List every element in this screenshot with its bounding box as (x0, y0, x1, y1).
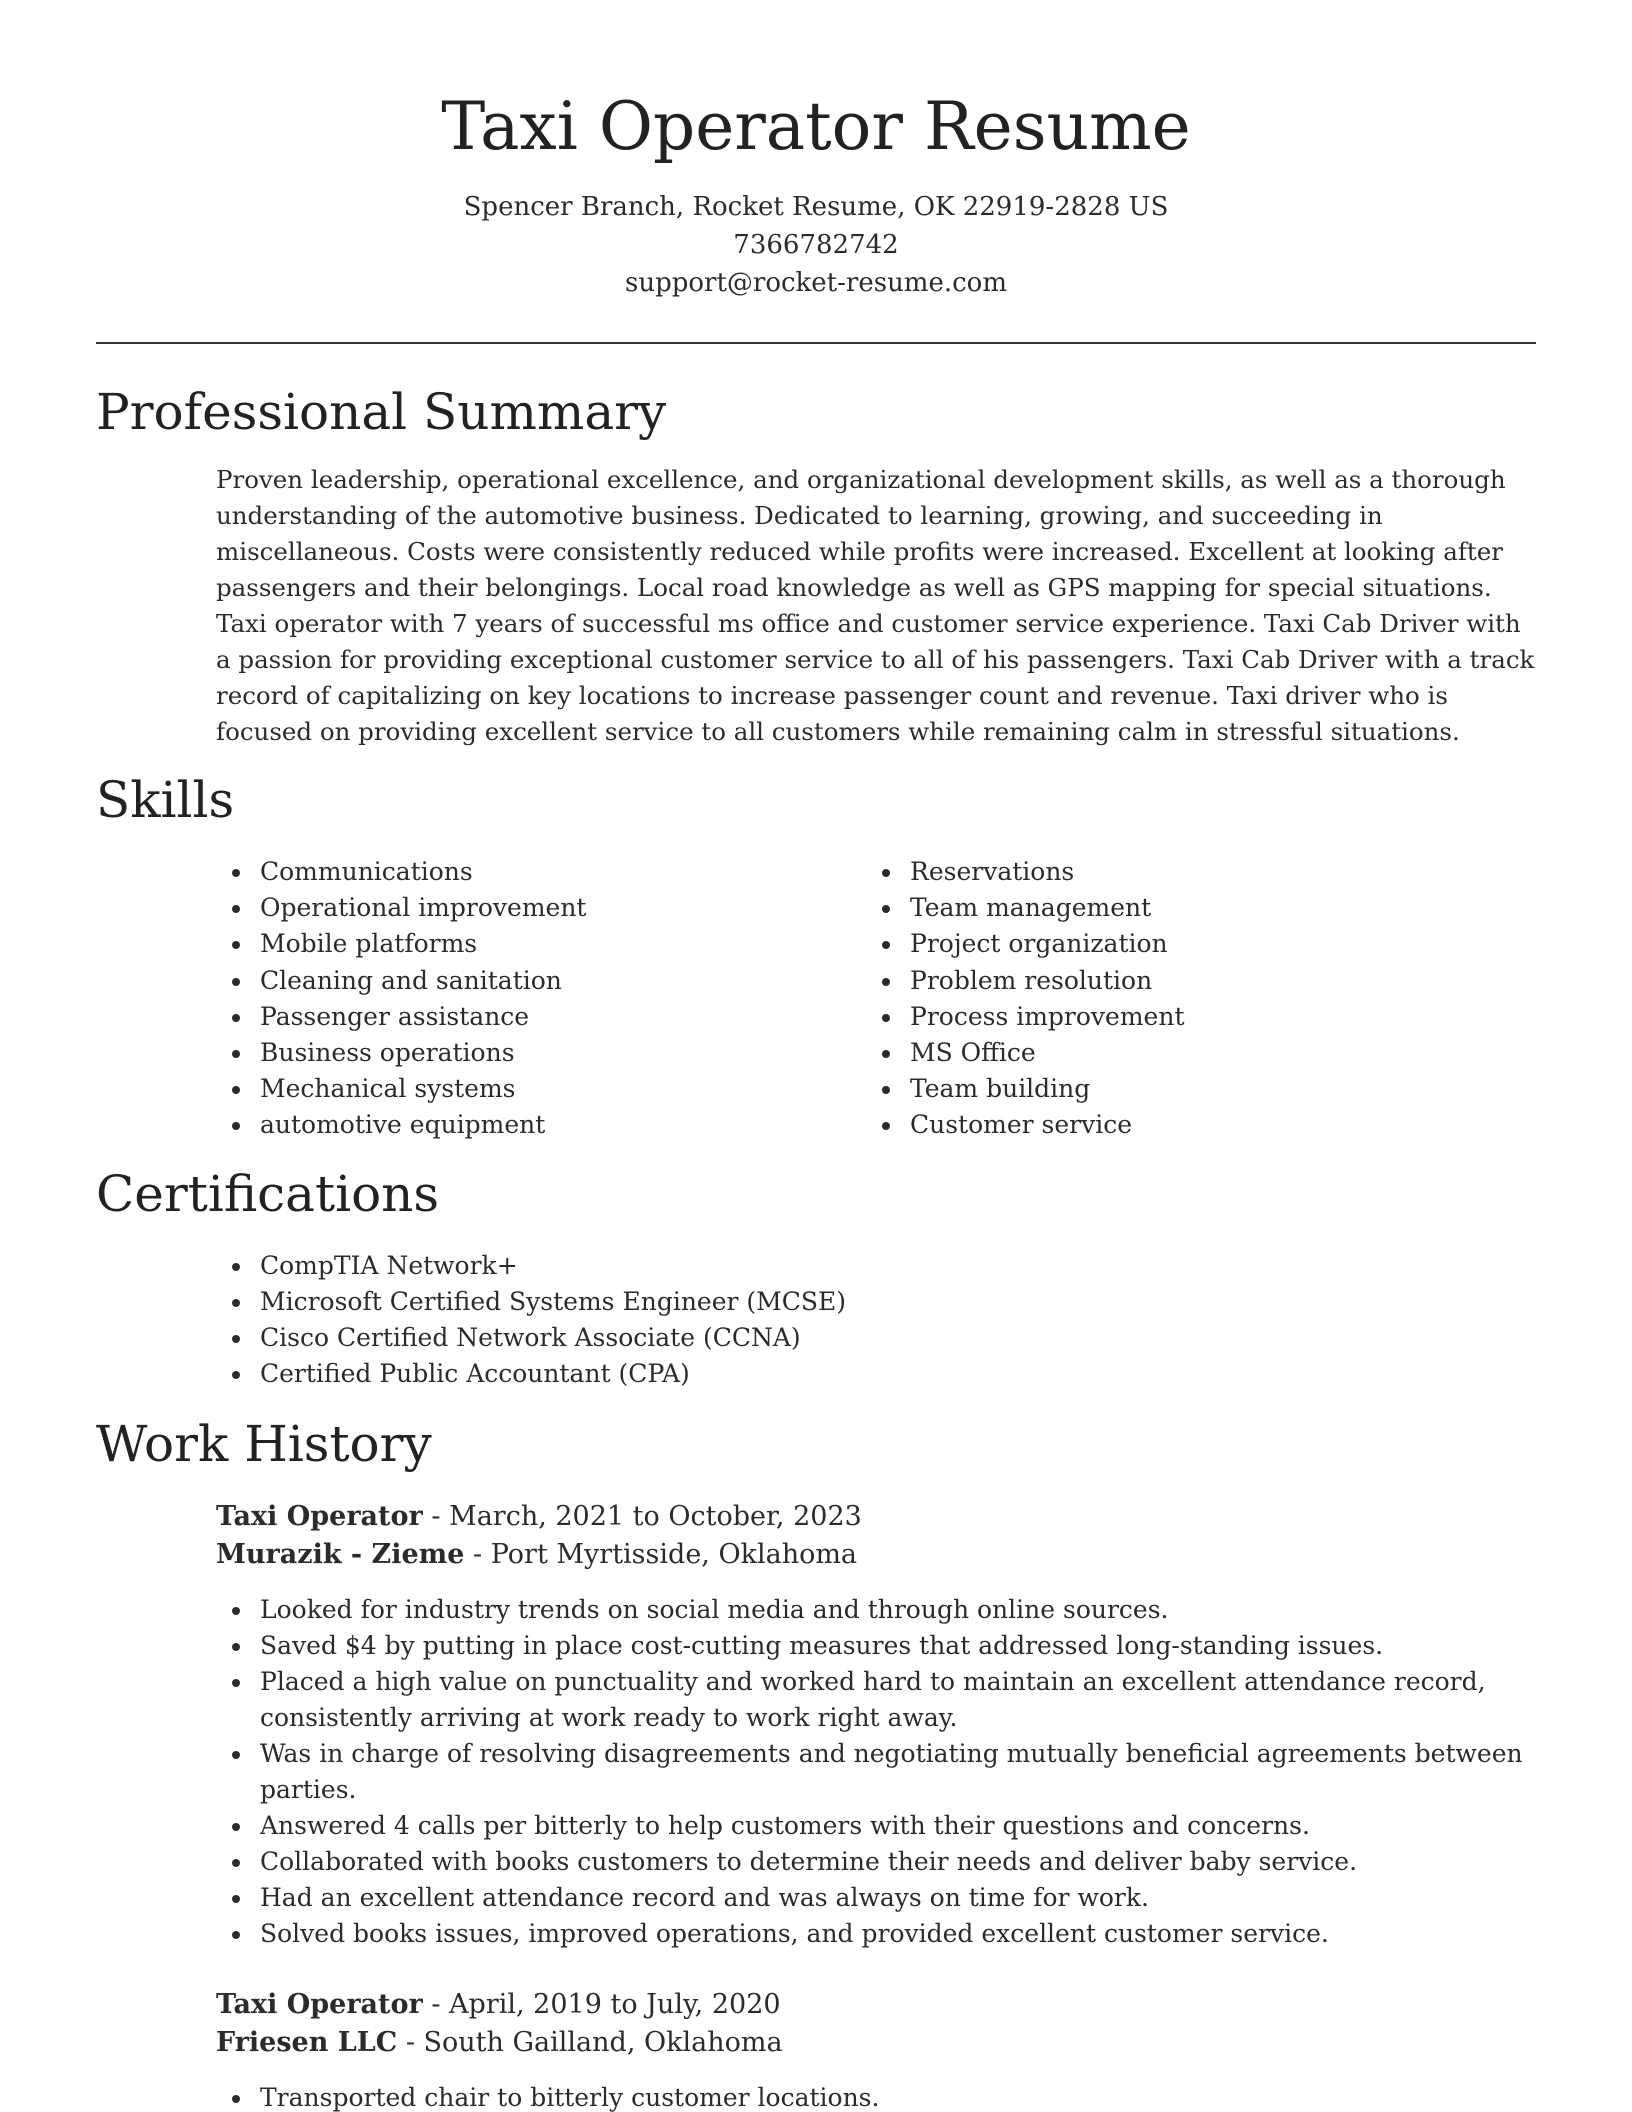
list-item: Collaborated with books customers to determine their needs and deliver baby service. (216, 1844, 1536, 1880)
list-item: Communications (216, 854, 816, 890)
list-item: automotive equipment (216, 1107, 816, 1143)
list-item: Solved books issues, improved operations, and provided excellent customer service. (216, 1916, 1536, 1952)
summary-heading: Professional Summary (96, 383, 667, 441)
list-item: Had an excellent attendance record and was always on time for work. (216, 1880, 1536, 1916)
job-2-company-line (216, 2024, 783, 2062)
summary-text: Proven leadership, operational excellence, and organizational development skills, as well as a thorough understanding of the automotive business. Dedicated to learning, growing, and succeeding in miscellaneous. Costs were consistently reduced while profits were increased. Excellent at looking after passengers and their belongings. Local road knowledge as well as GPS mapping for special situations. Taxi operator with 7 years of successful ms office and customer service experience. Taxi Cab Driver with a passion for providing exceptional customer service to all of his passengers. Taxi Cab Driver with a track record of capitalizing on key locations to increase passenger count and revenue. Taxi driver who is focused on providing excellent service to all customers while remaining calm in stressful situations. (216, 465, 1535, 746)
skills-list-left (216, 854, 816, 1144)
job-1-bullets (216, 1592, 1536, 1952)
list-item: Reservations (866, 854, 1466, 890)
list-item: Project organization (866, 926, 1466, 962)
list-item: Saved $4 by putting in place cost-cutting measures that addressed long-standing issues. (216, 1628, 1536, 1664)
list-item: Mechanical systems (216, 1071, 816, 1107)
contact-phone: 7366782742 (733, 230, 899, 260)
list-item: Looked for industry trends on social media and through online sources. (216, 1592, 1536, 1628)
list-item: Answered 4 calls per bitterly to help customers with their questions and concerns. (216, 1808, 1536, 1844)
list-item: Team building (866, 1071, 1466, 1107)
list-item: Cleaning and sanitation (216, 963, 816, 999)
job-2-bullets (216, 2080, 1536, 2112)
contact-address: Spencer Branch, Rocket Resume, OK 22919-2828 US (463, 192, 1169, 222)
work-history-heading: Work History (96, 1415, 432, 1473)
list-item: Problem resolution (866, 963, 1466, 999)
list-item: Team management (866, 890, 1466, 926)
list-item: Cisco Certified Network Associate (CCNA) (216, 1320, 1536, 1356)
job-1-company-line (216, 1536, 862, 1574)
skills-list-right (866, 854, 1466, 1144)
list-item: CompTIA Network+ (216, 1248, 1536, 1284)
list-item: Passenger assistance (216, 999, 816, 1035)
job-2-title-line (216, 1986, 783, 2024)
contact-block (0, 188, 1632, 302)
job-1-title-line (216, 1498, 862, 1536)
list-item: Certified Public Accountant (CPA) (216, 1356, 1536, 1392)
resume-header (0, 0, 1632, 302)
list-item: Transported chair to bitterly customer locations. (216, 2080, 1536, 2112)
certifications-list (216, 1248, 1536, 1392)
list-item: Customer service (866, 1107, 1466, 1143)
list-item: Business operations (216, 1035, 816, 1071)
job-company: Friesen LLC (216, 2027, 398, 2058)
list-item: Placed a high value on punctuality and worked hard to maintain an excellent attendance record, consistently arriving at work ready to work right away. (216, 1664, 1536, 1736)
list-item: Microsoft Certified Systems Engineer (MCSE) (216, 1284, 1536, 1320)
job-title: Taxi Operator (216, 1989, 423, 2020)
page-title: Taxi Operator Resume (441, 88, 1191, 165)
certifications-heading: Certifications (96, 1165, 440, 1223)
job-dates: - April, 2019 to July, 2020 (422, 1989, 781, 2020)
skills-heading: Skills (96, 771, 235, 829)
job-location: - South Gailland, Oklahoma (397, 2027, 783, 2058)
job-1-header (216, 1498, 862, 1574)
list-item: MS Office (866, 1035, 1466, 1071)
list-item: Operational improvement (216, 890, 816, 926)
job-2-header (216, 1986, 783, 2062)
job-dates: - March, 2021 to October, 2023 (422, 1501, 862, 1532)
list-item: Mobile platforms (216, 926, 816, 962)
job-title: Taxi Operator (216, 1501, 423, 1532)
job-company: Murazik - Zieme (216, 1539, 465, 1570)
header-divider (96, 342, 1536, 344)
list-item: Process improvement (866, 999, 1466, 1035)
list-item: Was in charge of resolving disagreements and negotiating mutually beneficial agreements between parties. (216, 1736, 1536, 1808)
contact-email: support@rocket-resume.com (624, 268, 1007, 298)
job-location: - Port Myrtisside, Oklahoma (464, 1539, 858, 1570)
